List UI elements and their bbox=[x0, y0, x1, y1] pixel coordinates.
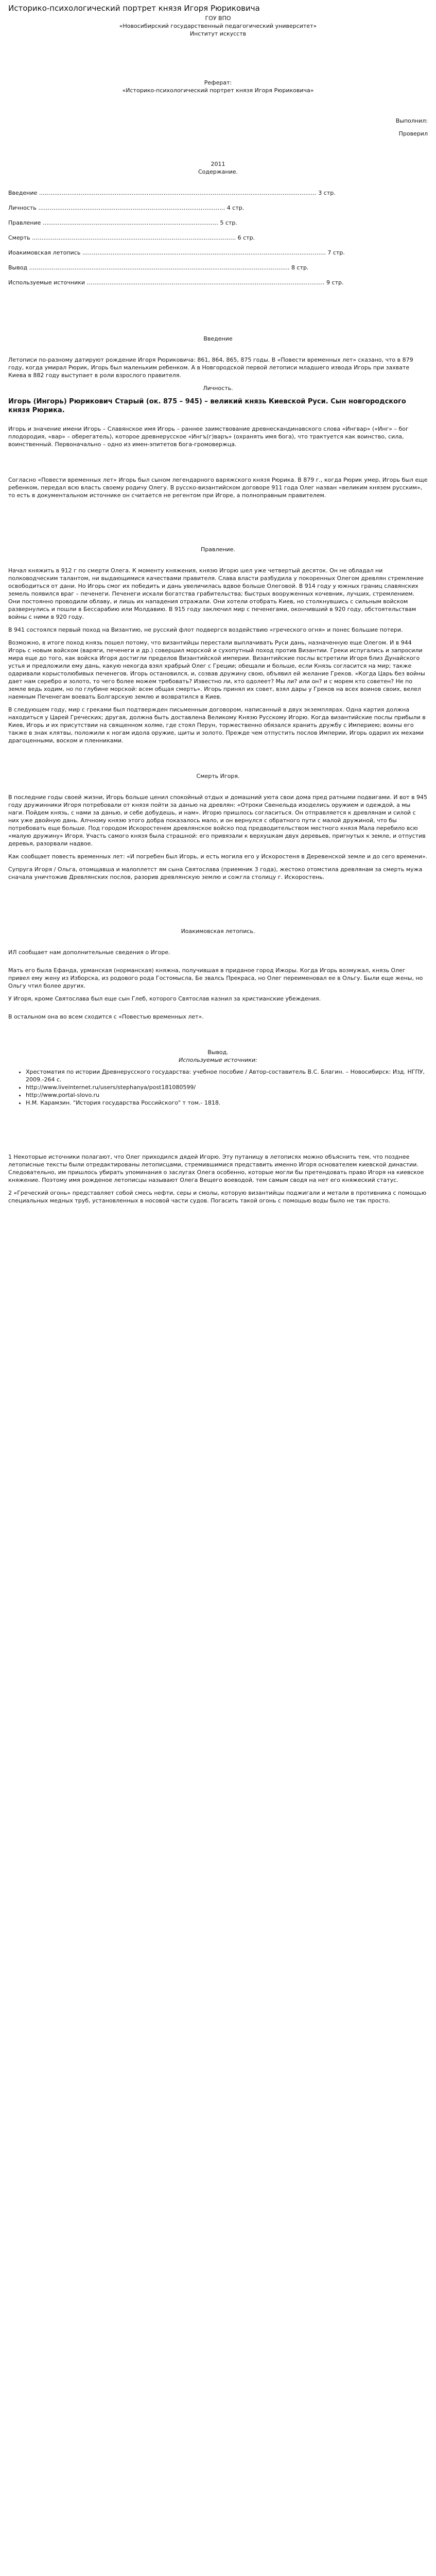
sources-title: Используемые источники: bbox=[179, 1057, 257, 1063]
org-line-3: Институт искусств bbox=[189, 30, 247, 37]
referat-label: Реферат: bbox=[204, 79, 232, 86]
source-item[interactable]: • http://www.liveinternet.ru/users/stephanya/post181080599/ bbox=[26, 1083, 428, 1091]
rule-paragraph-3: Возможно, в итоге поход князь пошел потому, что византийцы перестали выплачивать Руси дань, назначенную еще Олегом. И в 944 Игорь с новым войском (варяги, печенеги и др.) совершил морской и сухопутный поход против Византии. Греки испугались и запросили мира еще до того, как войска Игоря достигли пределов Византийской империи. Византийские послы встретили Игоря близ Дунайского устья и предложили ему дань, какую некогда взял храбрый Олег с Греции; обещали и больше, если Князь согласится на мир; также одаривали корыстолюбивых печенегов. Игорь остановился, и, созвав дружину свою, объявил ей желание Греков. «Когда Царь без войны дает нам серебро и золото, то чего более можем требовать? Известно ли, кто одолеет? Мы ли? или он? и с морем кто советен? Не по земле ведь ходим, но по глубине морской: всем общая смерть». Игорь принял их совет, взял дары у Греков на всех воинов своих, велел наемным Печенегам воевать Болгарскую землю и возвратился в Киев. bbox=[8, 639, 425, 700]
death-title: Смерть Игоря. bbox=[196, 773, 240, 779]
referat-topic: «Историко-психологический портрет князя Игоря Рюриковича» bbox=[122, 87, 314, 94]
intro-paragraph: Летописи по-разному датируют рождение Игоря Рюриковича: 861, 864, 865, 875 годы. В «Повести временных лет» сказано, что в 879 году, когда умирал Рюрик, Игорь был маленьким ребенком. А в Новгородской первой летописи младшего извода Игорь при захвате Киева в 882 году выступает в роли взрослого правителя. bbox=[8, 357, 413, 379]
toc-item: Правление ………………………………………………………………………………… 5 стр. bbox=[8, 219, 237, 226]
performed-label: Выполнил: bbox=[395, 117, 428, 124]
source-item: • Н.М. Карамзин. "История государства Российского" т том.- 1818. bbox=[26, 1099, 428, 1107]
intro-title: Введение bbox=[203, 335, 233, 342]
person-paragraph-1: Игорь и значение имени Игорь – Славянское имя Игорь – раннее заимствование древнескандинавского слова «Ингвар» («Инг» – бог плодородия, «вар» – оберегатель), которое древнерусское «Ингъ(г)варъ» (охранять имя бога), что трактуется как воинство, сила, воинственный. Первоначально – одно из имен-эпитетов бога-громовержца. bbox=[8, 426, 409, 448]
org-line-1: ГОУ ВПО bbox=[205, 15, 231, 22]
checked-label: Проверил bbox=[398, 130, 428, 137]
ioakim-paragraph-1: ИЛ сообщает нам дополнительные сведения о Игоре. bbox=[8, 949, 170, 956]
source-item[interactable]: • http://www.portal-slovo.ru bbox=[26, 1091, 428, 1099]
toc-item: Вывод ………………………………………………………………………………………………………………………… 8 стр. bbox=[8, 264, 309, 271]
year: 2011 bbox=[211, 161, 225, 167]
year-block bbox=[8, 160, 428, 176]
document-page bbox=[0, 0, 436, 1220]
toc-item: Введение ………………………………………………………………………………………………………………………………… 3 стр. bbox=[8, 190, 336, 196]
toc-item: Иоакимовская летопись ………………………………………………………………………………………………………………… 7 стр. bbox=[8, 249, 345, 256]
person-heading: Игорь (Ингорь) Рюрикович Старый (ок. 875 – 945) – великий князь Киевской Руси. Сын новгородского князя Рюрика. bbox=[8, 398, 406, 414]
footnote-1: 1 Некоторые источники полагают, что Олег приходился дядей Игорю. Эту путаницу в летописях можно объяснить тем, что позднее летописные тексты были отредактированы летописцами, стремившимися представить именно Игоря основателем киевской династии. Следовательно, им пришлось убирать упоминания о заслугах Олега особенно, которые могли бы претендовать право Игоря на киевское княжение. Поэтому имя рожденое летописцы называют Олега Вещего воеводой, тем самым сводя на нет его княжеский статус. bbox=[8, 1154, 424, 1183]
source-item: • Хрестоматия по истории Древнерусского государства: учебное пособие / Автор-составитель В.С. Благин. – Новосибирск: Изд. НГПУ, 2009.-264 с. bbox=[26, 1068, 428, 1083]
sources-list bbox=[19, 1068, 428, 1107]
footnote-2: 2 «Греческий огонь» представляет собой смесь нефти, серы и смолы, которую византийцы поджигали и метали в противника с помощью специальных медных труб, установленных в носовой части судов. Погасить такой огонь с помощью воды было не так просто. bbox=[8, 1190, 427, 1204]
ioakim-paragraph-4: В остальном она во всем сходится с «Повестью временных лет». bbox=[8, 1013, 204, 1020]
toc-item: Смерть ……………………………………………………………………………………………… 6 стр. bbox=[8, 234, 255, 241]
rule-paragraph-1: Начал княжить в 912 г по смерти Олега. К моменту княжения, князю Игорю шел уже четвертый десяток. Он не обладал ни полководческим талантом, ни выдающимися качествами правителя. Слава власти разбудила у покоренных Олегом древлян стремление освободиться от дани. Но Игорь смог их победить и дань увеличилась вдвое больше Олеговой. В 914 году у южных границ славянских земель появился враг – печенеги. Печенеги искали богатства грабительства; быстрых вооруженных кочевник, лучших, стремлением. Они постоянно проводили облаву, и лишь их нападения отражали. Они хотели отобрать Киев, но столкнувшись с сильным войском развернулись и пошли в Бессарабию или Молдавию. В 915 году заключил мир с печенегами, окончивший в 920 году, обстоятельствам войны с ними в 920 году. bbox=[8, 567, 424, 620]
rule-paragraph-2: В 941 состоялся первый поход на Византию, не русский флот подвергся воздействию «греческого огня» и понес большие потери. bbox=[8, 626, 403, 633]
table-of-contents bbox=[8, 189, 428, 286]
toc-item: Личность ……………………………………………………………………………………… 4 стр. bbox=[8, 205, 245, 211]
rule-paragraph-4: В следующем году, мир с греками был подтвержден письменным договором, написанный в двух экземплярах. Одна картия должна находиться у Царей Греческих; другая, должна быть доставлена Великому Князю Русскому Игорю. Когда византийские послы прибыли в Киев, Игорь и их присутствии на священном холме, где стоял Перун, торжественно обязался хранить дружбу с Империею; воины его также в знак клятвы, положили к ногам идола оружие, щиты и золото. Прежде чем отпустить послов Империи, Игорь одарил их мехами драгоценными, воском и пленниками. bbox=[8, 706, 426, 744]
contents-title: Содержание. bbox=[198, 168, 238, 175]
death-paragraph-1: В последние годы своей жизни, Игорь больше ценил спокойный отдых и домашний уюта свои дома пред ратными подвигами. И вот в 945 году дружинники Игоря потребовали от князя пойти за данью на древлян: «Отроки Свенельда изоделись оружием и одеждой, а мы наги. Пойдем князь, с нами за данью, и себе добудешь, и нам». Игорю пришлось согласиться. Он отправляется к древлянам и силой с них уже двойную дань. Алчному князю этого добра показалось мало, и он вернулся с обратного пути с малой дружиной, что бы потребовать еще больше. Под городом Искоростенем древлянское войско под предводительством местного князя Мала перебило всю «малую дружину» Игоря. Участь самого князя была страшной: его привязали к верхушкам двух деревьев, пригнутых к земле, и отпустив деревья, разорвали надвое. bbox=[8, 794, 428, 847]
personality-subtitle: Личность. bbox=[203, 385, 233, 392]
conclusion-title: Вывод. bbox=[207, 1049, 229, 1056]
person-paragraph-2: Согласно «Повести временных лет» Игорь был сыном легендарного варяжского князя Рюрика. В 879 г., когда Рюрик умер, Игорь был еще ребенком, передал всю власть своему родичу Олегу. В русско-византийском договоре 911 года Олег назван «великим князем русским», то есть в документальном источнике он считается не регентом при Игоре, а полноправным правителем. bbox=[8, 477, 428, 499]
death-paragraph-2: Как сообщает повесть временных лет: «И погребен был Игорь, и есть могила его у Искоростеня в Деревенской земле и до сего времени». bbox=[8, 853, 428, 860]
document-header bbox=[8, 14, 428, 38]
ioakim-paragraph-2: Мать его была Ефанда, урманская (норманская) княжна, получившая в приданое город Ижоры. Когда Игорь возмужал, князь Олег привел ему жену из Изборска, из родового рода Гостомысла, Бе звалсь Прекраса, но Олег переименовал ее в Ольгу. Были еще жены, но Ольгу чтил более других. bbox=[8, 967, 423, 989]
death-paragraph-3: Супруга Игоря / Ольга, отомщавша и малоплетст ям сына Святослава (приемник 3 года), жестоко отомстила древлянам за смерть мужа сначала уничтожив Древлянских послов, разорив древлянскую землю и сожгла столицу г. Искоростень. bbox=[8, 866, 423, 880]
ioakim-title: Иоакимовская летопись. bbox=[181, 928, 255, 935]
author-block bbox=[8, 117, 428, 138]
document-title: Историко-психологический портрет князя Игоря Рюриковича bbox=[8, 4, 260, 13]
toc-item: Используемые источники ……………………………………………………………………………………………………………… 9 стр. bbox=[8, 279, 344, 286]
referat-block bbox=[8, 79, 428, 94]
org-line-2: «Новосибирский государственный педагогический университет» bbox=[119, 23, 317, 29]
ioakim-paragraph-3: У Игоря, кроме Святослава был еще сын Глеб, которого Святослав казнил за христианские убеждения. bbox=[8, 995, 321, 1002]
rule-title: Правление. bbox=[201, 546, 235, 553]
